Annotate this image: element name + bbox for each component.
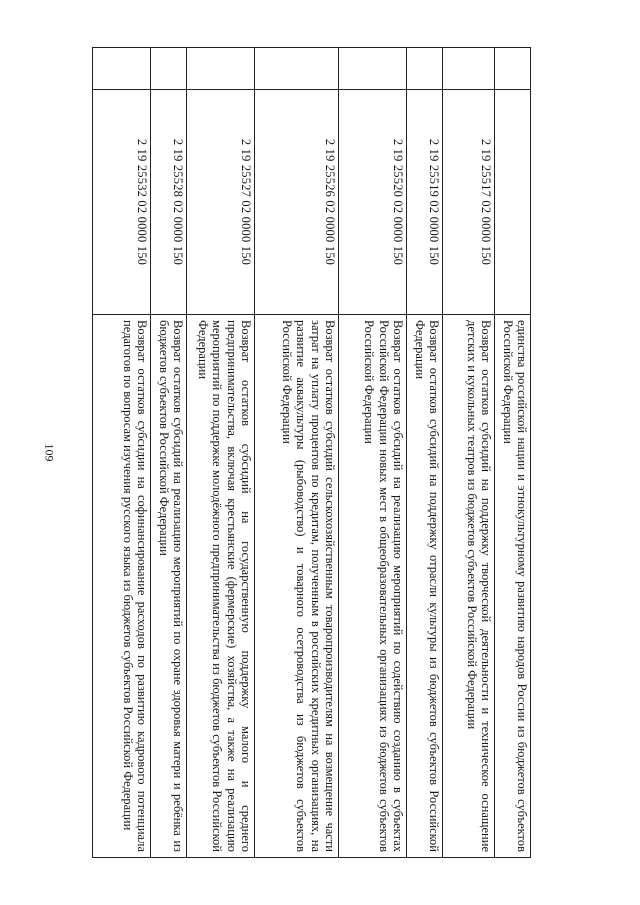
table-row — [151, 48, 187, 858]
table-row — [339, 48, 407, 858]
row-description: Возврат остатков субсидий на реализацию мероприятий по содействию созданию в субъектах Российской Федерации новых мест в общеобразовательных организациях из бюджетов субъектов Российской Федерации — [339, 315, 407, 858]
empty-cell — [443, 48, 495, 90]
table-row — [495, 48, 531, 858]
row-description: единства российской нации и этнокультурному развитию народов России из бюджетов субъектов Российской Федерации — [495, 315, 531, 858]
empty-cell — [407, 48, 443, 90]
row-description: Возврат остатков субсидий сельскохозяйственным товаропроизводителям на возмещение части затрат на уплату процентов по кредитам, полученным в российских кредитных организациях, на развитие аквакультуры (рыбоводство) и товарного осетроводства из бюджетов субъектов Российской Федерации — [255, 315, 339, 858]
table-container — [93, 47, 531, 857]
budget-codes-table — [92, 47, 531, 858]
row-description: Возврат остатков субсидии на софинансирование расходов по развитию кадрового потенциала педагогов по вопросам изучения русского языка из бюджетов субъектов Российской Федерации — [93, 315, 151, 858]
budget-code: 2 19 25532 02 0000 150 — [93, 90, 151, 315]
budget-code: 2 19 25528 02 0000 150 — [151, 90, 187, 315]
budget-code — [495, 90, 531, 315]
empty-cell — [339, 48, 407, 90]
budget-code: 2 19 25519 02 0000 150 — [407, 90, 443, 315]
budget-code: 2 19 25520 02 0000 150 — [339, 90, 407, 315]
budget-code: 2 19 25526 02 0000 150 — [255, 90, 339, 315]
row-description: Возврат остатков субсидий на поддержку отрасли культуры из бюджетов субъектов Российской Федерации — [407, 315, 443, 858]
empty-cell — [255, 48, 339, 90]
budget-code: 2 19 25527 02 0000 150 — [187, 90, 255, 315]
empty-cell — [151, 48, 187, 90]
page-number: 109 — [42, 443, 57, 462]
row-description: Возврат остатков субсидий на государственную поддержку малого и среднего предпринимательства, включая крестьянские (фермерские) хозяйства, а также на реализацию мероприятий по поддержке молодёжного предпринимательства из бюджетов субъектов Российской Федерации — [187, 315, 255, 858]
budget-code: 2 19 25517 02 0000 150 — [443, 90, 495, 315]
table-row — [93, 48, 151, 858]
table-row — [443, 48, 495, 858]
table-row — [407, 48, 443, 858]
table-row — [187, 48, 255, 858]
table-row — [255, 48, 339, 858]
empty-cell — [187, 48, 255, 90]
row-description: Возврат остатков субсидий на реализацию мероприятий по охране здоровья матери и ребёнка из бюджетов субъектов Российской Федерации — [151, 315, 187, 858]
empty-cell — [93, 48, 151, 90]
row-description: Возврат остатков субсидий на поддержку творческой деятельности и техническое оснащение детских и кукольных театров из бюджетов субъектов Российской Федерации — [443, 315, 495, 858]
empty-cell — [495, 48, 531, 90]
